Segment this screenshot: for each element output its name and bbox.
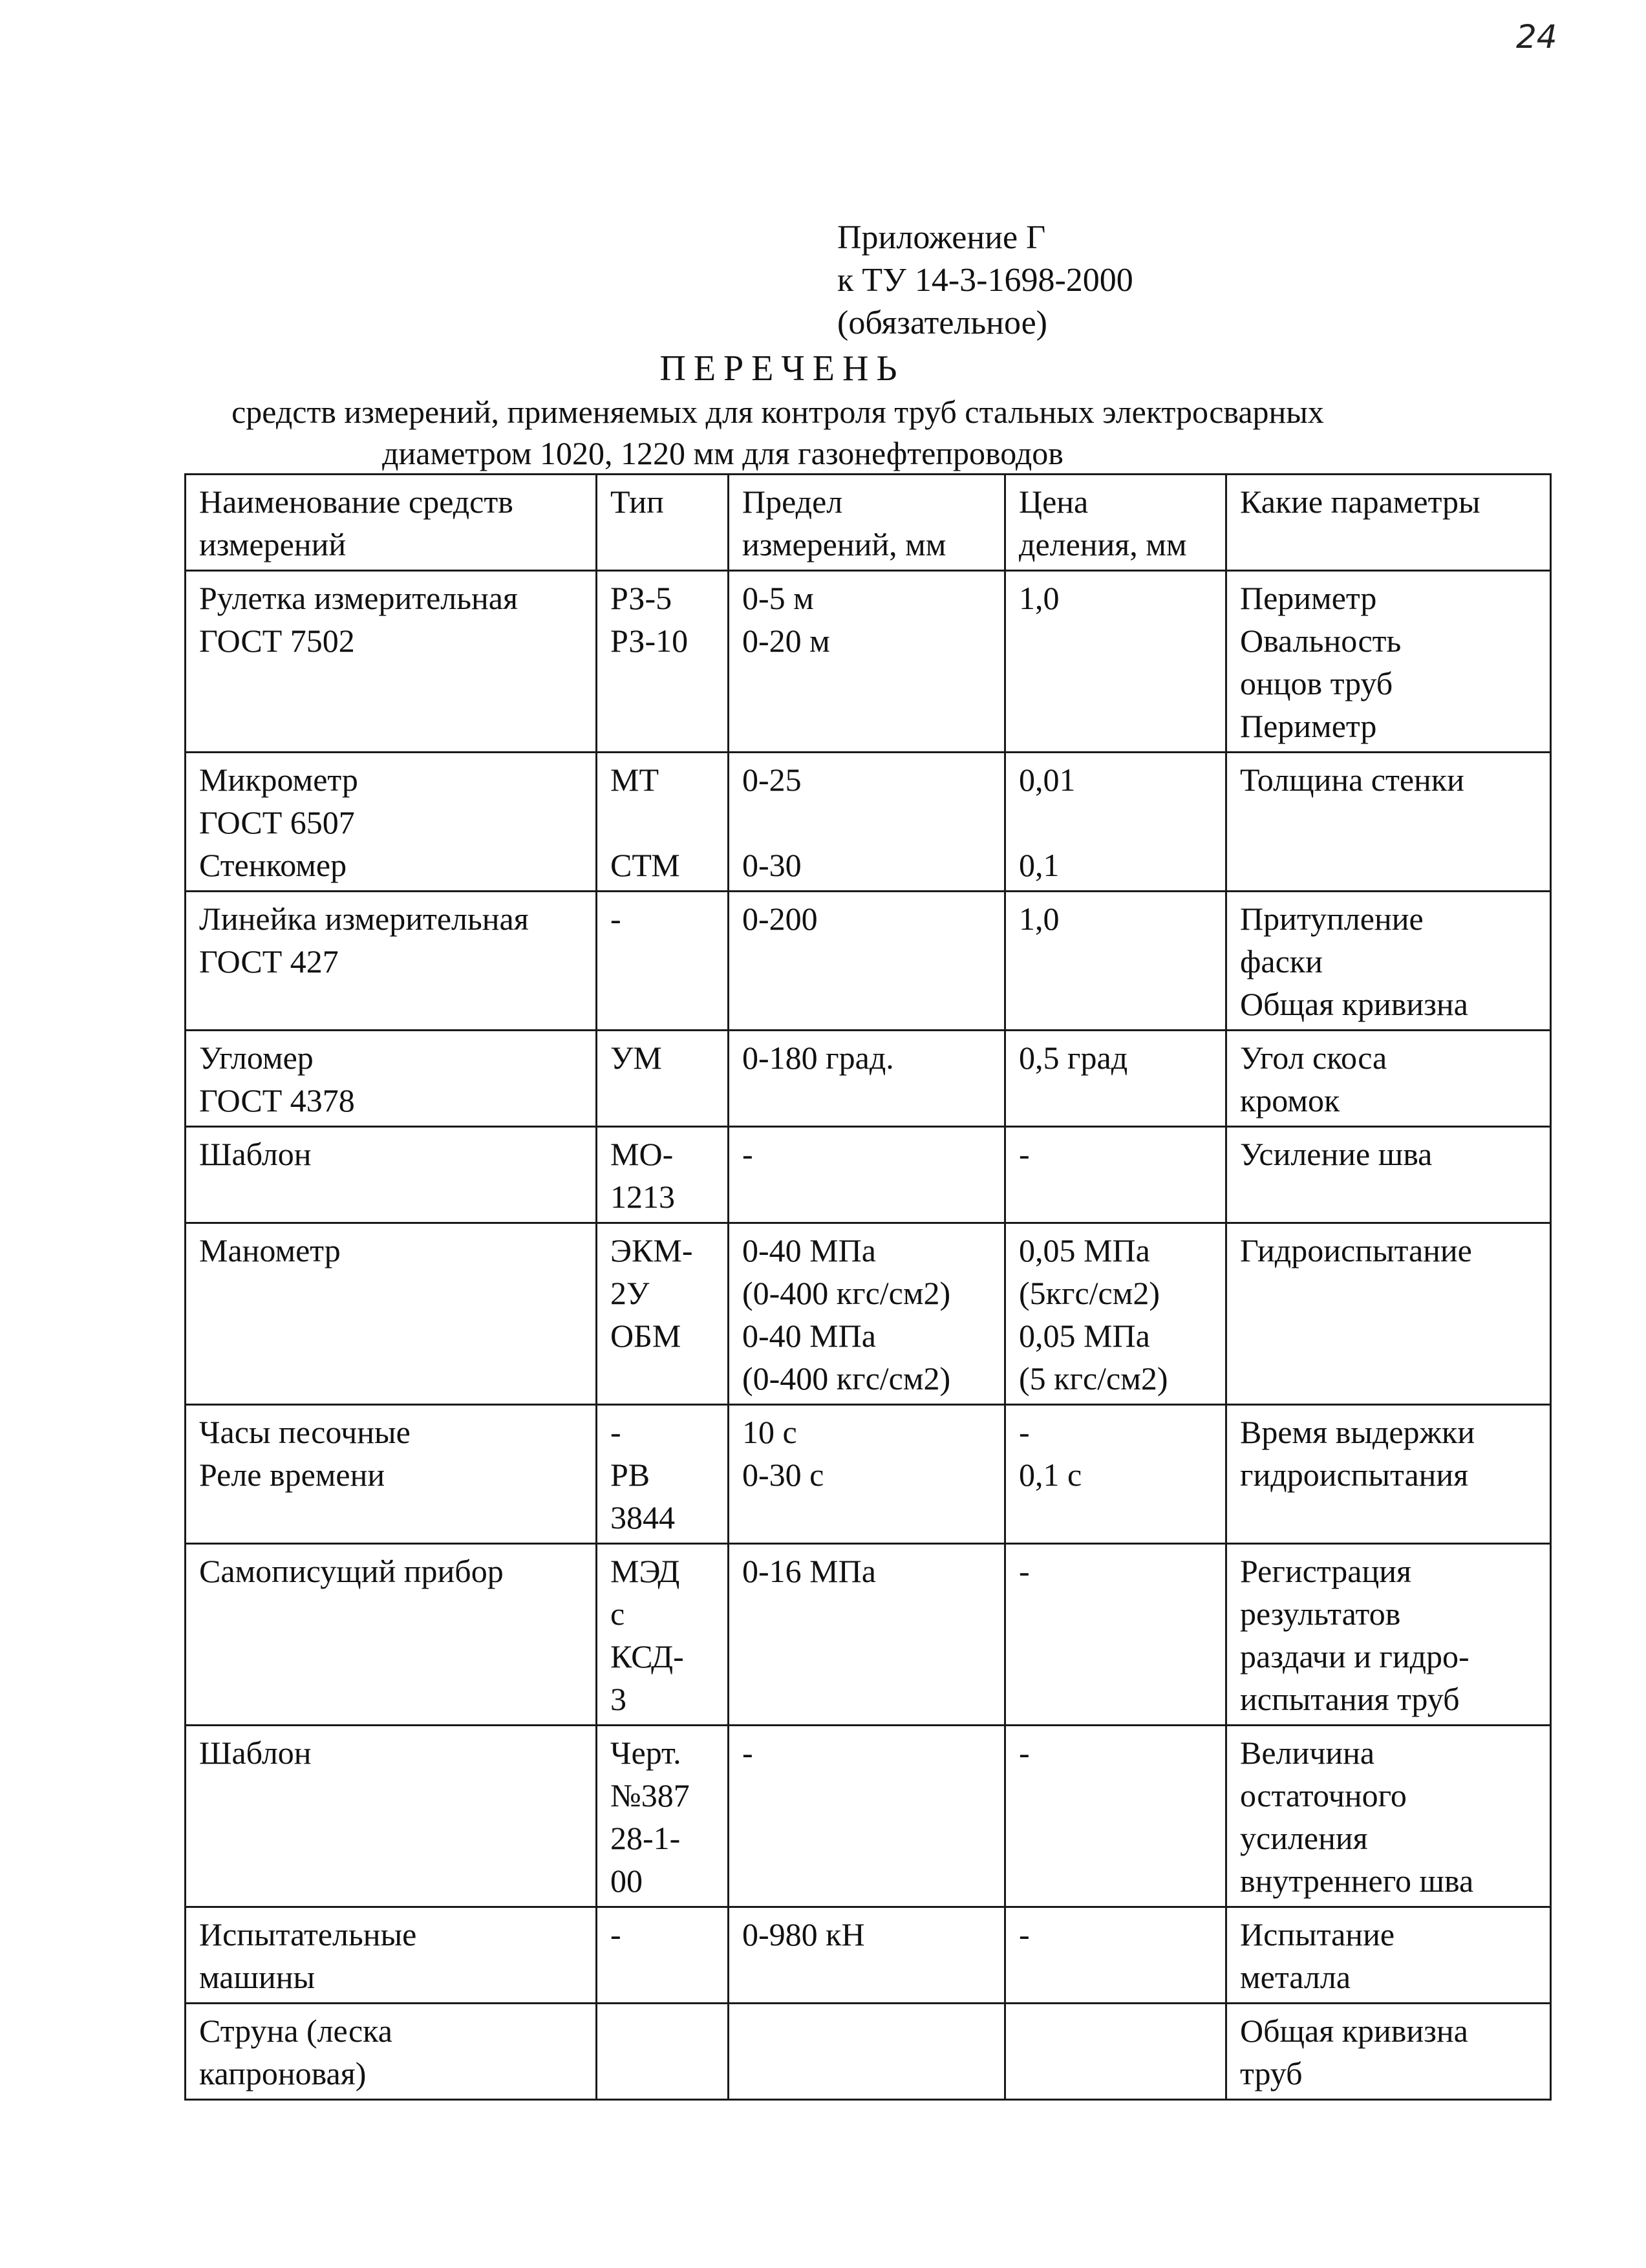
table-cell: - — [1005, 1127, 1226, 1223]
page-number: 24 — [1516, 18, 1557, 56]
table-row — [186, 2004, 1551, 2100]
table-cell: - — [729, 1127, 1005, 1223]
table-cell: Угол скоса кромок — [1226, 1031, 1551, 1127]
table-cell: 0-40 МПа (0-400 кгс/см2) 0-40 МПа (0-400 кгс/см2) — [729, 1223, 1005, 1405]
table-cell: МТ СТМ — [597, 753, 729, 892]
table-cell: - — [597, 1907, 729, 2004]
table-cell: - РВ 3844 — [597, 1405, 729, 1544]
table-cell: Угломер ГОСТ 4378 — [186, 1031, 597, 1127]
table-cell — [729, 2004, 1005, 2100]
table-cell: 1,0 — [1005, 571, 1226, 753]
table-cell: УМ — [597, 1031, 729, 1127]
table-row — [186, 892, 1551, 1031]
header-cell: Тип — [597, 475, 729, 571]
table-row — [186, 1544, 1551, 1726]
appendix-line-1: Приложение Г — [837, 219, 1046, 256]
document-subtitle — [0, 391, 1646, 474]
table-cell: 0-200 — [729, 892, 1005, 1031]
table-cell: Величина остаточного усиления внутреннего шва — [1226, 1726, 1551, 1907]
table-row — [186, 1907, 1551, 2004]
table-cell: Гидроиспытание — [1226, 1223, 1551, 1405]
table-cell: МО- 1213 — [597, 1127, 729, 1223]
table-cell: 0,05 МПа (5кгс/см2) 0,05 МПа (5 кгс/см2) — [1005, 1223, 1226, 1405]
table-cell: Испытание металла — [1226, 1907, 1551, 2004]
table-cell: 1,0 — [1005, 892, 1226, 1031]
table-cell: РЗ-5 РЗ-10 — [597, 571, 729, 753]
table-cell: 0-16 МПа — [729, 1544, 1005, 1726]
table-row — [186, 1223, 1551, 1405]
subtitle-line-2: диаметром 1020, 1220 мм для газонефтепроводов — [382, 435, 1063, 471]
table-cell: 0-180 град. — [729, 1031, 1005, 1127]
table-cell: ЭКМ- 2У ОБМ — [597, 1223, 729, 1405]
table-row — [186, 1127, 1551, 1223]
table-cell: Периметр Овальность онцов труб Периметр — [1226, 571, 1551, 753]
table-cell: - — [597, 892, 729, 1031]
table-cell — [1005, 2004, 1226, 2100]
table-row — [186, 1405, 1551, 1544]
table-cell — [597, 2004, 729, 2100]
table-cell: Общая кривизна труб — [1226, 2004, 1551, 2100]
table-cell: Линейка измерительная ГОСТ 427 — [186, 892, 597, 1031]
header-cell: Предел измерений, мм — [729, 475, 1005, 571]
table-cell: 0,5 град — [1005, 1031, 1226, 1127]
table-cell: Усиление шва — [1226, 1127, 1551, 1223]
table-cell: МЭД с КСД- 3 — [597, 1544, 729, 1726]
table-cell: Притупление фаски Общая кривизна — [1226, 892, 1551, 1031]
table-cell: - — [1005, 1544, 1226, 1726]
table-cell: 0-980 кН — [729, 1907, 1005, 2004]
table-cell: - 0,1 с — [1005, 1405, 1226, 1544]
table-cell: Рулетка измерительная ГОСТ 7502 — [186, 571, 597, 753]
table-cell: Черт. №387 28-1- 00 — [597, 1726, 729, 1907]
table-row — [186, 1031, 1551, 1127]
table-cell: Манометр — [186, 1223, 597, 1405]
table-cell: 10 с 0-30 с — [729, 1405, 1005, 1544]
table-cell: - — [1005, 1907, 1226, 2004]
appendix-header — [837, 217, 1133, 345]
table-cell: Струна (леска капроновая) — [186, 2004, 597, 2100]
table-cell: Шаблон — [186, 1127, 597, 1223]
table-row — [186, 571, 1551, 753]
table-cell: - — [1005, 1726, 1226, 1907]
table-row — [186, 753, 1551, 892]
instruments-table — [184, 473, 1552, 2101]
table-cell: - — [729, 1726, 1005, 1907]
document-title: ПЕРЕЧЕНЬ — [659, 348, 905, 389]
table-cell: Самописущий прибор — [186, 1544, 597, 1726]
table-cell: Часы песочные Реле времени — [186, 1405, 597, 1544]
table-cell: 0,01 0,1 — [1005, 753, 1226, 892]
header-cell: Какие параметры — [1226, 475, 1551, 571]
table-header-row — [186, 475, 1551, 571]
table-cell: Микрометр ГОСТ 6507 Стенкомер — [186, 753, 597, 892]
table-row — [186, 1726, 1551, 1907]
table-cell: Толщина стенки — [1226, 753, 1551, 892]
table-cell: Шаблон — [186, 1726, 597, 1907]
table-cell: Время выдержки гидроиспытания — [1226, 1405, 1551, 1544]
table-cell: 0-25 0-30 — [729, 753, 1005, 892]
header-cell: Наименование средств измерений — [186, 475, 597, 571]
subtitle-line-1: средств измерений, применяемых для контроля труб стальных электросварных — [231, 394, 1324, 430]
appendix-line-2: к ТУ 14-3-1698-2000 — [837, 262, 1133, 299]
header-cell: Цена деления, мм — [1005, 475, 1226, 571]
table-cell: Регистрация результатов раздачи и гидро- испытания труб — [1226, 1544, 1551, 1726]
table-cell: Испытательные машины — [186, 1907, 597, 2004]
table-cell: 0-5 м 0-20 м — [729, 571, 1005, 753]
appendix-line-3: (обязательное) — [837, 305, 1047, 341]
